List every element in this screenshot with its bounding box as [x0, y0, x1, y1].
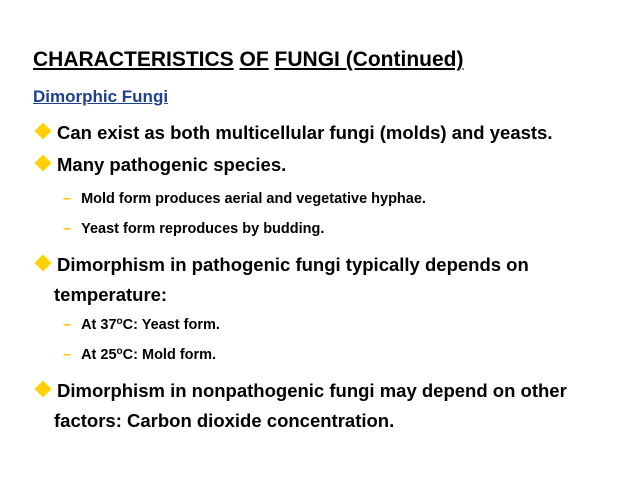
degree-sup: o	[116, 316, 123, 327]
bullet-2-text: Many pathogenic species.	[57, 154, 287, 175]
subbullet-3-pre: At 37	[81, 317, 117, 333]
subbullet-1	[63, 191, 426, 207]
bullet-2	[33, 150, 286, 180]
subbullet-1-text: Mold form produces aerial and vegetative hyphae.	[81, 191, 426, 207]
subbullet-4	[63, 347, 216, 363]
bullet-1-text: Can exist as both multicellular fungi (molds) and yeasts.	[57, 122, 553, 143]
subbullet-3	[63, 317, 220, 333]
subbullet-4-post: C: Mold form.	[122, 347, 217, 363]
subbullet-4-pre: At 25	[81, 347, 117, 363]
dash-bullet-icon: –	[63, 347, 72, 363]
dash-bullet-icon: –	[63, 191, 72, 207]
subbullet-2	[63, 221, 324, 237]
slide-title	[33, 48, 464, 72]
bullet-4-text-line-2: factors: Carbon dioxide concentration.	[54, 410, 395, 431]
bullet-3-text: Dimorphism in pathogenic fungi typically depends on	[57, 254, 529, 275]
dash-bullet-icon: –	[63, 317, 72, 333]
degree-sup: o	[116, 346, 123, 357]
bullet-3	[33, 250, 529, 310]
title-part-1: CHARACTERISTICS	[33, 48, 234, 71]
bullet-1	[33, 118, 553, 148]
bullet-4	[33, 376, 567, 436]
dash-bullet-icon: –	[63, 221, 72, 237]
diamond-bullet-icon	[35, 255, 52, 272]
subbullet-2-text: Yeast form reproduces by budding.	[81, 221, 325, 237]
title-part-3: FUNGI (Continued)	[274, 48, 464, 71]
diamond-bullet-icon	[35, 155, 52, 172]
subbullet-3-post: C: Yeast form.	[122, 317, 220, 333]
bullet-3-text-line-2: temperature:	[54, 284, 168, 305]
slide-subtitle: Dimorphic Fungi	[33, 87, 169, 106]
bullet-4-text: Dimorphism in nonpathogenic fungi may depend on other	[57, 380, 567, 401]
diamond-bullet-icon	[35, 381, 52, 398]
diamond-bullet-icon	[35, 123, 52, 140]
title-part-2: OF	[239, 48, 269, 71]
